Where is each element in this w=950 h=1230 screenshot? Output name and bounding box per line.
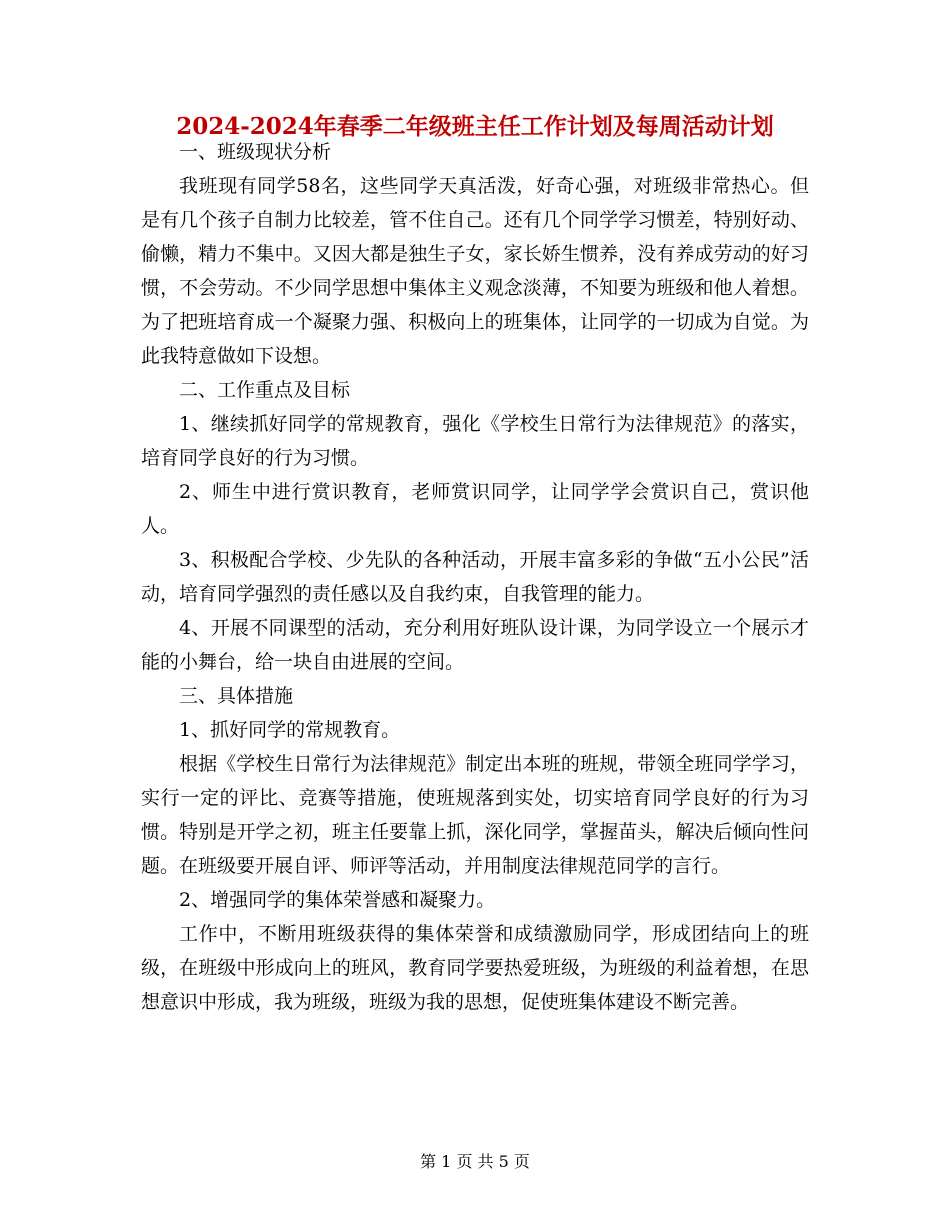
paragraph: 4、开展不同课型的活动，充分利用好班队设计课，为同学设立一个展示才能的小舞台，给一块自由进展的空间。: [141, 617, 809, 673]
paragraph: 根据《学校生日常行为法律规范》制定出本班的班规，带领全班同学学习，实行一定的评比、竞赛等措施，使班规落到实处，切实培育同学良好的行为习惯。特别是开学之初，班主任要靠上抓，深化同学，掌握苗头，解决后倾向性问题。在班级要开展自评、师评等活动，并用制度法律规范同学的言行。: [141, 753, 809, 877]
document-title: 2024-2024年春季二年级班主任工作计划及每周活动计划: [176, 113, 774, 140]
page-footer: 第 1 页 共 5 页: [420, 1152, 530, 1171]
document-body: [141, 135, 809, 1019]
section-heading-1: 一、班级现状分析: [179, 141, 332, 163]
paragraph: 1、继续抓好同学的常规教育，强化《学校生日常行为法律规范》的落实，培育同学良好的行为习惯。: [141, 413, 809, 469]
section-heading-2: 二、工作重点及目标: [179, 379, 351, 401]
paragraph: 我班现有同学58名，这些同学天真活泼，好奇心强，对班级非常热心。但是有几个孩子自制力比较差，管不住自己。还有几个同学学习惯差，特别好动、偷懒，精力不集中。又因大都是独生子女，家长娇生惯养，没有养成劳动的好习惯，不会劳动。不少同学思想中集体主义观念淡薄，不知要为班级和他人着想。为了把班培育成一个凝聚力强、积极向上的班集体，让同学的一切成为自觉。为此我特意做如下设想。: [141, 175, 809, 367]
paragraph: 工作中，不断用班级获得的集体荣誉和成绩激励同学，形成团结向上的班级，在班级中形成向上的班风，教育同学要热爱班级，为班级的利益着想，在思想意识中形成，我为班级，班级为我的思想，促使班集体建设不断完善。: [141, 923, 809, 1013]
subheading: 2、增强同学的集体荣誉感和凝聚力。: [179, 889, 496, 911]
paragraph: 3、积极配合学校、少先队的各种活动，开展丰富多彩的争做“五小公民”活动，培育同学强烈的责任感以及自我约束，自我管理的能力。: [141, 549, 809, 605]
subheading: 1、抓好同学的常规教育。: [179, 719, 401, 741]
paragraph: 2、师生中进行赏识教育，老师赏识同学，让同学学会赏识自己，赏识他人。: [141, 481, 809, 537]
section-heading-3: 三、具体措施: [179, 685, 294, 707]
